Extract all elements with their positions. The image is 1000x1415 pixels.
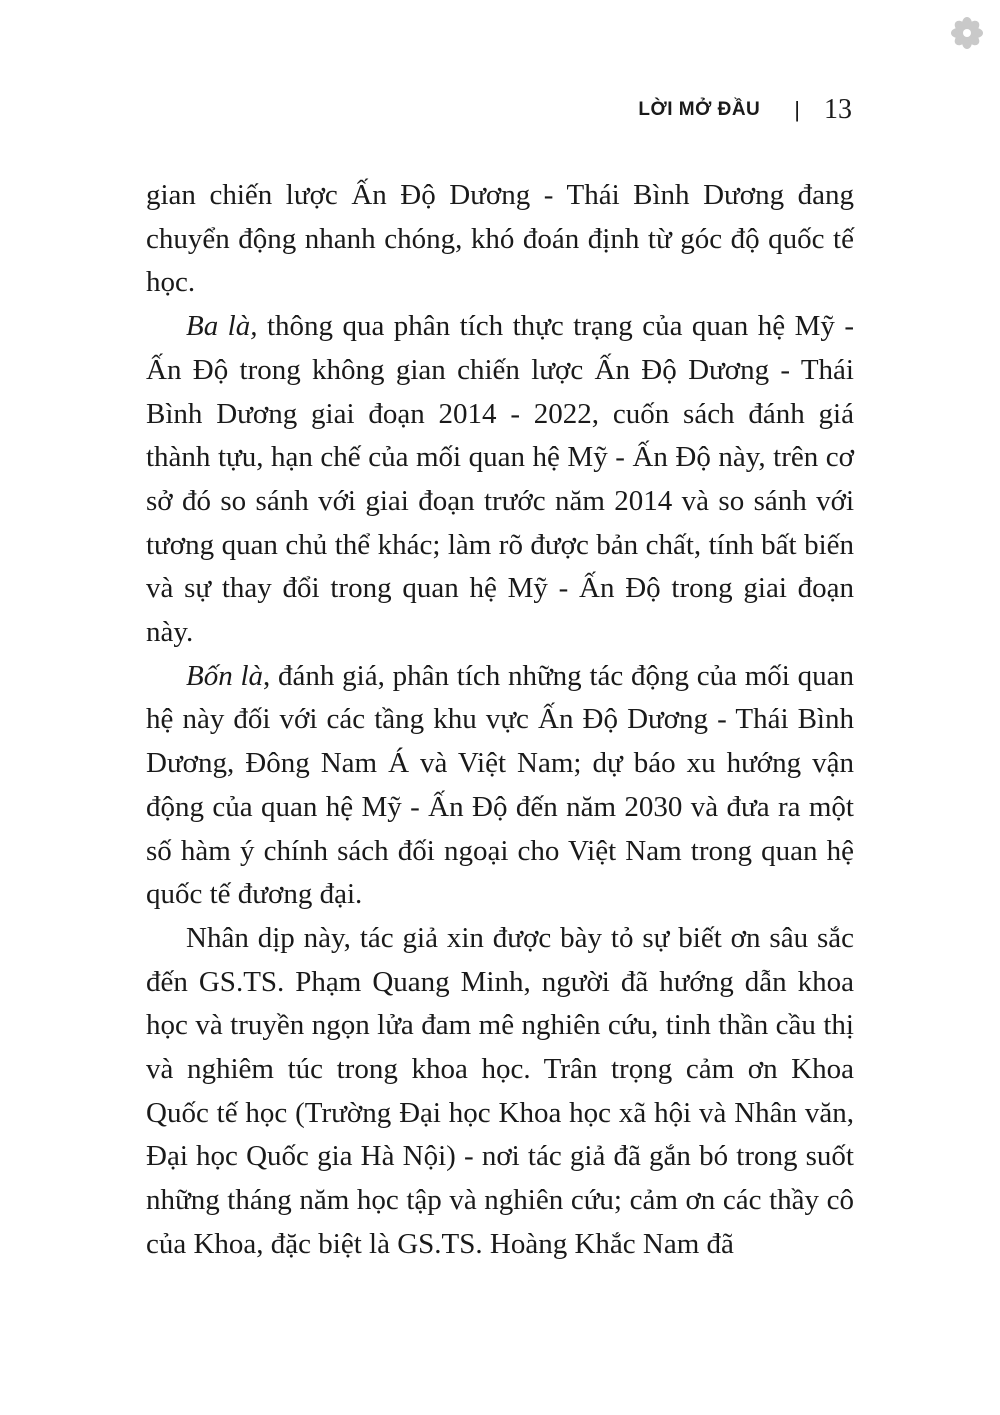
page-number: 13 — [824, 94, 852, 125]
paragraph-ba-la — [146, 305, 854, 655]
header-separator: | — [794, 97, 800, 122]
paragraph-bon-la — [146, 655, 854, 917]
flower-ornament-icon — [950, 16, 984, 50]
paragraph-continuation — [146, 174, 854, 305]
running-header — [638, 94, 852, 126]
body-text — [146, 174, 854, 1267]
paragraph-text: gian chiến lược Ấn Độ Dương - Thái Bình Dương đang chuyển động nhanh chóng, khó đoán định từ góc độ quốc tế học. — [146, 179, 854, 299]
paragraph-lead: Bốn là — [186, 659, 264, 692]
section-title: LỜI MỞ ĐẦU — [638, 99, 761, 120]
paragraph-lead: Ba là, — [186, 310, 258, 343]
paragraph-text: , đánh giá, phân tích những tác động của mối quan hệ này đối với các tầng khu vực Ấn Độ Dương - Thái Bình Dương, Đông Nam Á và Việt Nam; dự báo xu hướng vận động của quan hệ Mỹ - Ấn Độ đến năm 2030 và đưa ra một số hàm ý chính sách đối ngoại cho Việt Nam trong quan hệ quốc tế đương đại. — [146, 659, 854, 911]
paragraph-text: Nhân dịp này, tác giả xin được bày tỏ sự biết ơn sâu sắc đến GS.TS. Phạm Quang Minh, người đã hướng dẫn khoa học và truyền ngọn lửa đam mê nghiên cứu, tinh thần cầu thị và nghiêm túc trong khoa học. Trân trọng cảm ơn Khoa Quốc tế học (Trường Đại học Khoa học xã hội và Nhân văn, Đại học Quốc gia Hà Nội) - nơi tác giả đã gắn bó trong suốt những tháng năm học tập và nghiên cứu; cảm ơn các thầy cô của Khoa, đặc biệt là GS.TS. Hoàng Khắc Nam đã — [146, 921, 854, 1260]
paragraph-text: thông qua phân tích thực trạng của quan hệ Mỹ - Ấn Độ trong không gian chiến lược Ấn Độ Dương - Thái Bình Dương giai đoạn 2014 - 2022, cuốn sách đánh giá thành tựu, hạn chế của mối quan hệ Mỹ - Ấn Độ này, trên cơ sở đó so sánh với giai đoạn trước năm 2014 và so sánh với tương quan chủ thể khác; làm rõ được bản chất, tính bất biến và sự thay đổi trong quan hệ Mỹ - Ấn Độ trong giai đoạn này. — [146, 310, 854, 649]
paragraph-acknowledgement — [146, 917, 854, 1267]
